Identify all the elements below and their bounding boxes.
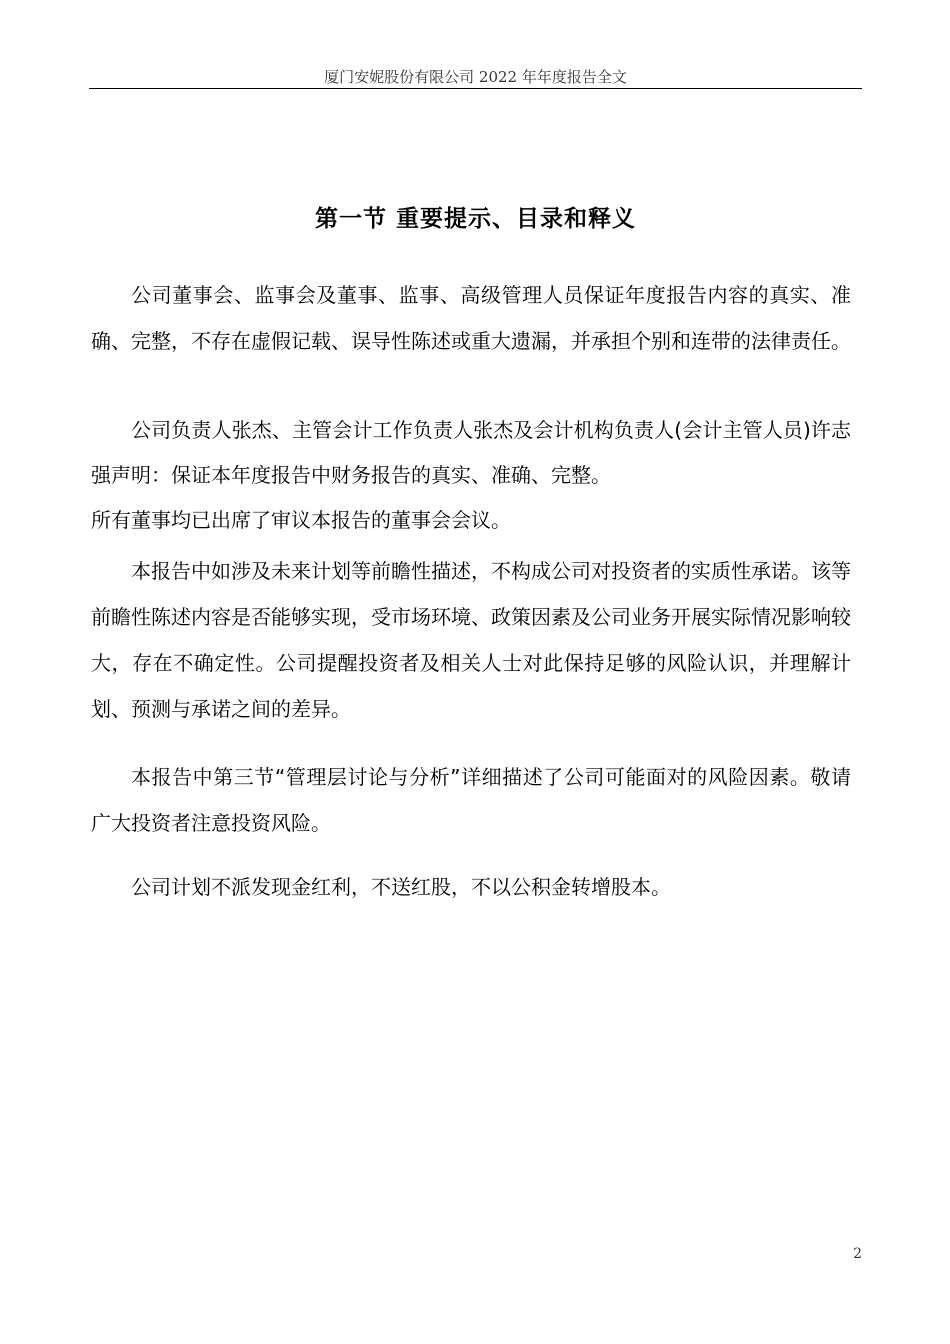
page-number: 2 (853, 1246, 862, 1262)
section-title: 第一节 重要提示、目录和释义 (314, 206, 636, 232)
header-rule (89, 88, 862, 89)
paragraph-board-attendance: 所有董事均已出席了审议本报告的董事会会议。 (91, 508, 511, 532)
paragraph-risk-factors: 本报告中第三节“管理层讨论与分析”详细描述了公司可能面对的风险因素。敬请广大投资者注意投资风险。 (91, 765, 851, 835)
paragraph-financial-statement-declaration: 公司负责人张杰、主管会计工作负责人张杰及会计机构负责人(会计主管人员)许志强声明：保证本年度报告中财务报告的真实、准确、完整。 (91, 418, 851, 487)
paragraph-dividend-plan: 公司计划不派发现金红利，不送红股，不以公积金转增股本。 (131, 875, 671, 899)
running-header: 厦门安妮股份有限公司 2022 年年度报告全文 (324, 68, 627, 86)
paragraph-responsibility-statement: 公司董事会、监事会及董事、监事、高级管理人员保证年度报告内容的真实、准确、完整，不存在虚假记载、误导性陈述或重大遗漏，并承担个别和连带的法律责任。 (91, 283, 851, 353)
paragraph-forward-looking-statement: 本报告中如涉及未来计划等前瞻性描述，不构成公司对投资者的实质性承诺。该等前瞻性陈述内容是否能够实现，受市场环境、政策因素及公司业务开展实际情况影响较大，存在不确定性。公司提醒投资者及相关人士对此保持足够的风险认识，并理解计划、预测与承诺之间的差异。 (91, 559, 851, 721)
